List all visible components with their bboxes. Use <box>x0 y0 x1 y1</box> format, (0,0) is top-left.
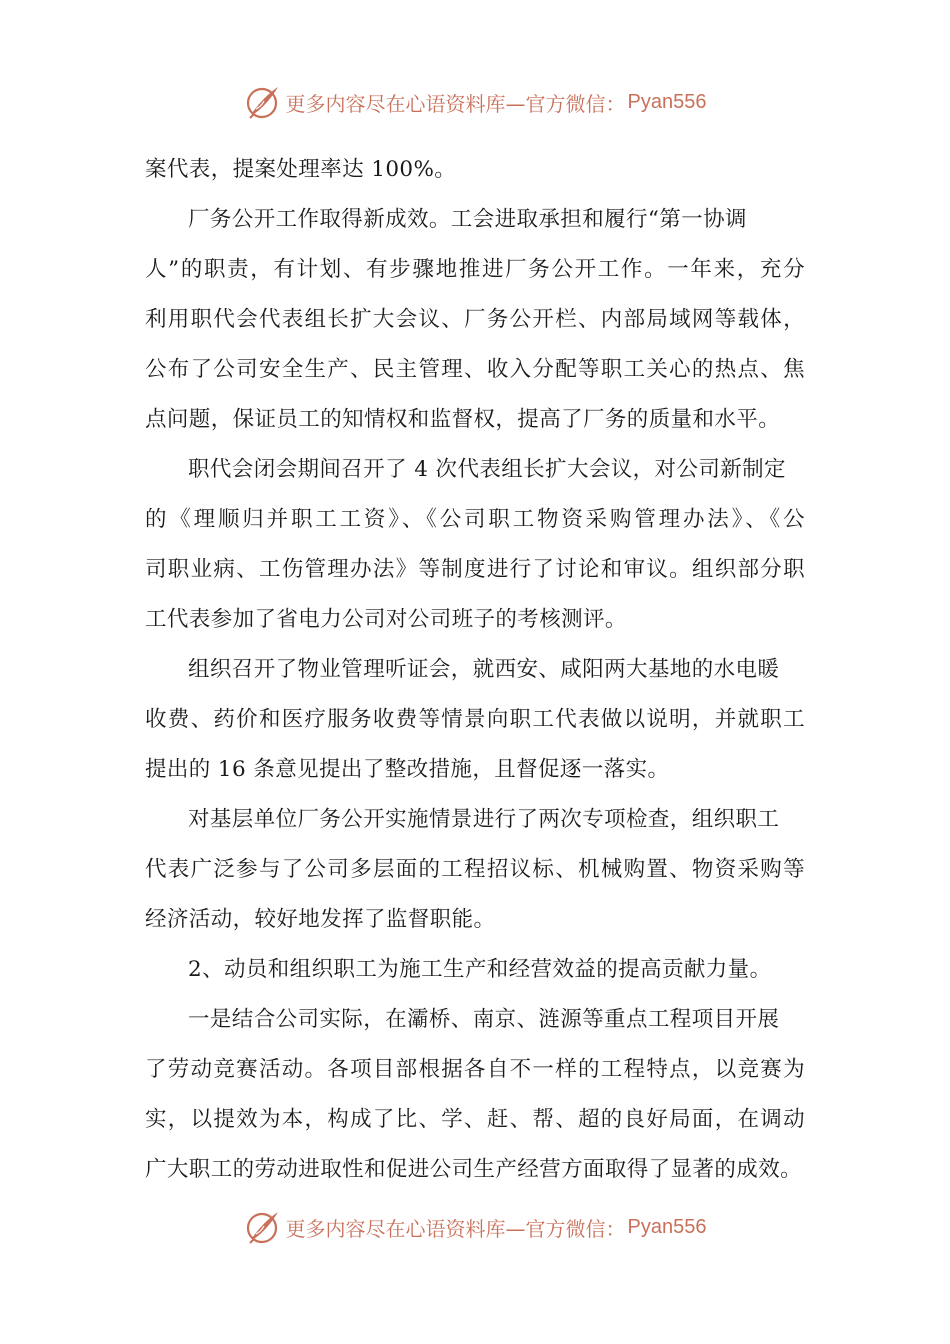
text-line: 经济活动，较好地发挥了监督职能。 <box>145 907 496 932</box>
document-body <box>145 145 805 1195</box>
text-line: 实，以提效为本，构成了比、学、赶、帮、超的良好局面，在调动 <box>145 1107 805 1132</box>
paragraph-start-line: 组织召开了物业管理听证会，就西安、咸阳两大基地的水电暖 <box>188 657 780 682</box>
text-line: 案代表，提案处理率达 100%。 <box>145 157 457 182</box>
text-line: 点问题，保证员工的知情权和监督权，提高了厂务的质量和水平。 <box>145 407 781 432</box>
text-line: 提出的 16 条意见提出了整改措施，且督促逐一落实。 <box>145 757 670 782</box>
quill-pen-logo-icon <box>244 83 282 121</box>
section-heading-line: 2、动员和组织职工为施工生产和经营效益的提高贡献力量。 <box>188 957 772 982</box>
text-line: 了劳动竞赛活动。各项目部根据各自不一样的工程特点，以竞赛为 <box>145 1057 805 1082</box>
text-line: 广大职工的劳动进取性和促进公司生产经营方面取得了显著的成效。 <box>145 1157 803 1182</box>
text-line: 公布了公司安全生产、民主管理、收入分配等职工关心的热点、焦 <box>145 357 805 382</box>
text-line: 司职业病、工伤管理办法》等制度进行了讨论和审议。组织部分职 <box>145 557 805 582</box>
footer-banner <box>0 1207 950 1247</box>
text-line: 人”的职责，有计划、有步骤地推进厂务公开工作。一年来，充分 <box>145 257 805 282</box>
paragraph-start-line: 对基层单位厂务公开实施情景进行了两次专项检查，组织职工 <box>188 807 780 832</box>
paragraph-start-line: 职代会闭会期间召开了 4 次代表组长扩大会议，对公司新制定 <box>188 457 786 482</box>
text-line: 收费、药价和医疗服务收费等情景向职工代表做以说明，并就职工 <box>145 707 805 732</box>
text-line: 代表广泛参与了公司多层面的工程招议标、机械购置、物资采购等 <box>145 857 805 882</box>
header-wechat-id: Pyan556 <box>627 90 707 113</box>
header-banner <box>0 82 950 122</box>
paragraph-start-line: 一是结合公司实际，在灞桥、南京、涟源等重点工程项目开展 <box>188 1007 780 1032</box>
text-line: 利用职代会代表组长扩大会议、厂务公开栏、内部局域网等载体， <box>145 307 805 332</box>
header-brand-text: 更多内容尽在心语资料库—官方微信： <box>285 91 626 116</box>
text-line: 工代表参加了省电力公司对公司班子的考核测评。 <box>145 607 627 632</box>
quill-pen-logo-icon <box>244 1208 282 1246</box>
footer-wechat-id: Pyan556 <box>627 1215 707 1238</box>
text-line: 的《理顺归并职工工资》、《公司职工物资采购管理办法》、《公 <box>145 507 805 532</box>
paragraph-start-line: 厂务公开工作取得新成效。工会进取承担和履行“第一协调 <box>188 207 747 232</box>
footer-brand-text: 更多内容尽在心语资料库—官方微信： <box>285 1216 626 1241</box>
